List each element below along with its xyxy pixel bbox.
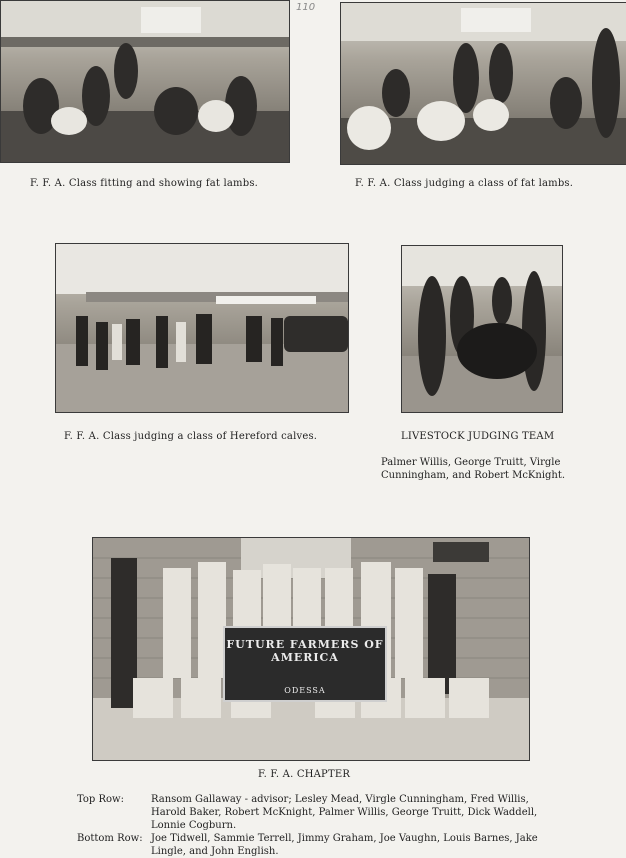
photo-ffa-chapter: [92, 537, 530, 761]
caption-judging-team: LIVESTOCK JUDGING TEAM: [401, 431, 555, 442]
bottom-row-label: Bottom Row:: [77, 833, 143, 844]
judging-team-names-line1: Palmer Willis, George Truitt, Virgle: [381, 457, 561, 468]
banner-title: FUTURE FARMERS OF AMERICA: [226, 638, 384, 664]
photo-fitting-lambs: [0, 0, 290, 163]
roster-bottom-row: [77, 832, 547, 858]
chapter-roster: [77, 793, 547, 858]
page-number-mark: 110: [296, 2, 316, 13]
top-row-names: Ransom Gallaway - advisor; Lesley Mead, Virgle Cunningham, Fred Willis, Harold Baker, Robert McKnight, Palmer Willis, George Truitt, Dick Waddell, Lonnie Cogburn.: [151, 794, 538, 831]
caption-ffa-chapter: F. F. A. CHAPTER: [258, 769, 351, 780]
judging-team-names: [381, 456, 621, 482]
caption-judging-lambs: F. F. A. Class judging a class of fat lambs.: [355, 178, 574, 189]
top-row-label: Top Row:: [77, 794, 124, 805]
ffa-banner: [223, 626, 387, 702]
caption-fitting-lambs: F. F. A. Class fitting and showing fat lambs.: [30, 178, 259, 189]
photo-judging-lambs: [340, 2, 626, 165]
photo-hereford-calves: [55, 243, 349, 413]
roster-top-row: [77, 793, 547, 832]
photo-judging-team: [401, 245, 563, 413]
caption-hereford-calves: F. F. A. Class judging a class of Hereford calves.: [64, 431, 318, 442]
banner-subtitle: ODESSA: [284, 686, 326, 695]
bottom-row-names: Joe Tidwell, Sammie Terrell, Jimmy Graham, Joe Vaughn, Louis Barnes, Jake Lingle, and John English.: [151, 833, 538, 857]
judging-team-names-line2: Cunningham, and Robert McKnight.: [381, 470, 566, 481]
